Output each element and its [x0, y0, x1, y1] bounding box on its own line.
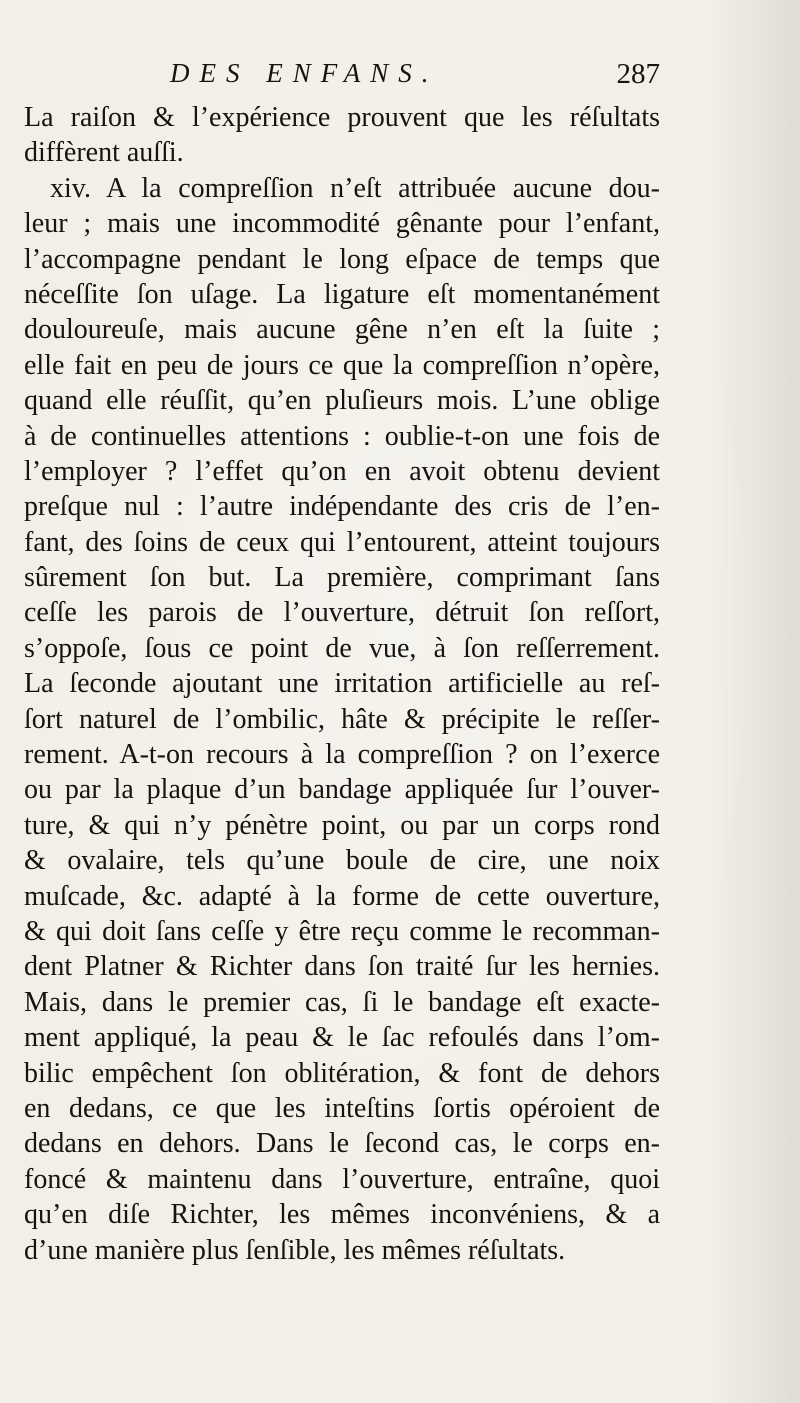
text-line: en dedans, ce que les inteſtins ſortis opéroient de	[24, 1092, 660, 1124]
text-line: ſort naturel de l’ombilic, hâte & précipite le reſſer-	[24, 703, 660, 735]
text-line: néceſſite ſon uſage. La ligature eſt momentanément	[24, 278, 660, 310]
text-line: xiv. A la compreſſion n’eſt attribuée aucune dou-	[50, 172, 660, 204]
text-line: dent Platner & Richter dans ſon traité ſur les hernies.	[24, 951, 660, 983]
text-line: & qui doit ſans ceſſe y être reçu comme le recomman-	[24, 915, 660, 947]
body-text	[24, 100, 660, 1268]
text-line: qu’en diſe Richter, les mêmes inconvéniens, & a	[24, 1199, 660, 1231]
text-line: ture, & qui n’y pénètre point, ou par un corps rond	[24, 809, 660, 841]
text-line: bilic empêchent ſon oblitération, & font de dehors	[24, 1057, 660, 1089]
running-title: DES ENFANS.	[170, 58, 439, 88]
text-line: diffèrent auſſi.	[24, 137, 184, 169]
text-line: rement. A-t-on recours à la compreſſion ? on l’exerce	[24, 739, 660, 771]
text-line: dedans en dehors. Dans le ſecond cas, le corps en-	[24, 1128, 660, 1160]
text-line: ou par la plaque d’un bandage appliquée ſur l’ouver-	[24, 774, 660, 806]
text-line: à de continuelles attentions : oublie-t-on une fois de	[24, 420, 660, 452]
text-line: sûrement ſon but. La première, comprimant ſans	[24, 562, 660, 594]
text-line: ceſſe les parois de l’ouverture, détruit ſon reſſort,	[24, 597, 660, 629]
text-line: d’une manière plus ſenſible, les mêmes réſultats.	[24, 1234, 566, 1266]
text-line: & ovalaire, tels qu’une boule de cire, une noix	[24, 845, 660, 877]
text-line: La raiſon & l’expérience prouvent que les réſultats	[24, 102, 660, 133]
text-line: foncé & maintenu dans l’ouverture, entraîne, quoi	[24, 1163, 660, 1195]
text-line: preſque nul : l’autre indépendante des cris de l’en-	[24, 491, 660, 523]
running-head	[170, 58, 660, 98]
text-line: ment appliqué, la peau & le ſac refoulés dans l’om-	[24, 1022, 660, 1054]
text-line: douloureuſe, mais aucune gêne n’en eſt la ſuite ;	[24, 314, 660, 346]
text-line: l’accompagne pendant le long eſpace de temps que	[24, 243, 660, 275]
text-line: quand elle réuſſit, qu’en pluſieurs mois. L’une oblige	[24, 385, 660, 417]
text-line: muſcade, &c. adapté à la forme de cette ouverture,	[24, 880, 660, 912]
text-line: La ſeconde ajoutant une irritation artificielle au reſ-	[24, 668, 660, 700]
text-line: l’employer ? l’effet qu’on en avoit obtenu devient	[24, 455, 660, 487]
text-line: fant, des ſoins de ceux qui l’entourent, atteint toujours	[24, 526, 660, 558]
text-line: leur ; mais une incommodité gênante pour l’enfant,	[24, 208, 660, 240]
text-line: Mais, dans le premier cas, ſi le bandage eſt exacte-	[24, 986, 660, 1018]
text-line: s’oppoſe, ſous ce point de vue, à ſon reſſerrement.	[24, 632, 660, 664]
page-number: 287	[616, 58, 660, 90]
text-line: elle fait en peu de jours ce que la compreſſion n’opère,	[24, 349, 660, 381]
page-edge-shadow	[710, 0, 800, 1403]
